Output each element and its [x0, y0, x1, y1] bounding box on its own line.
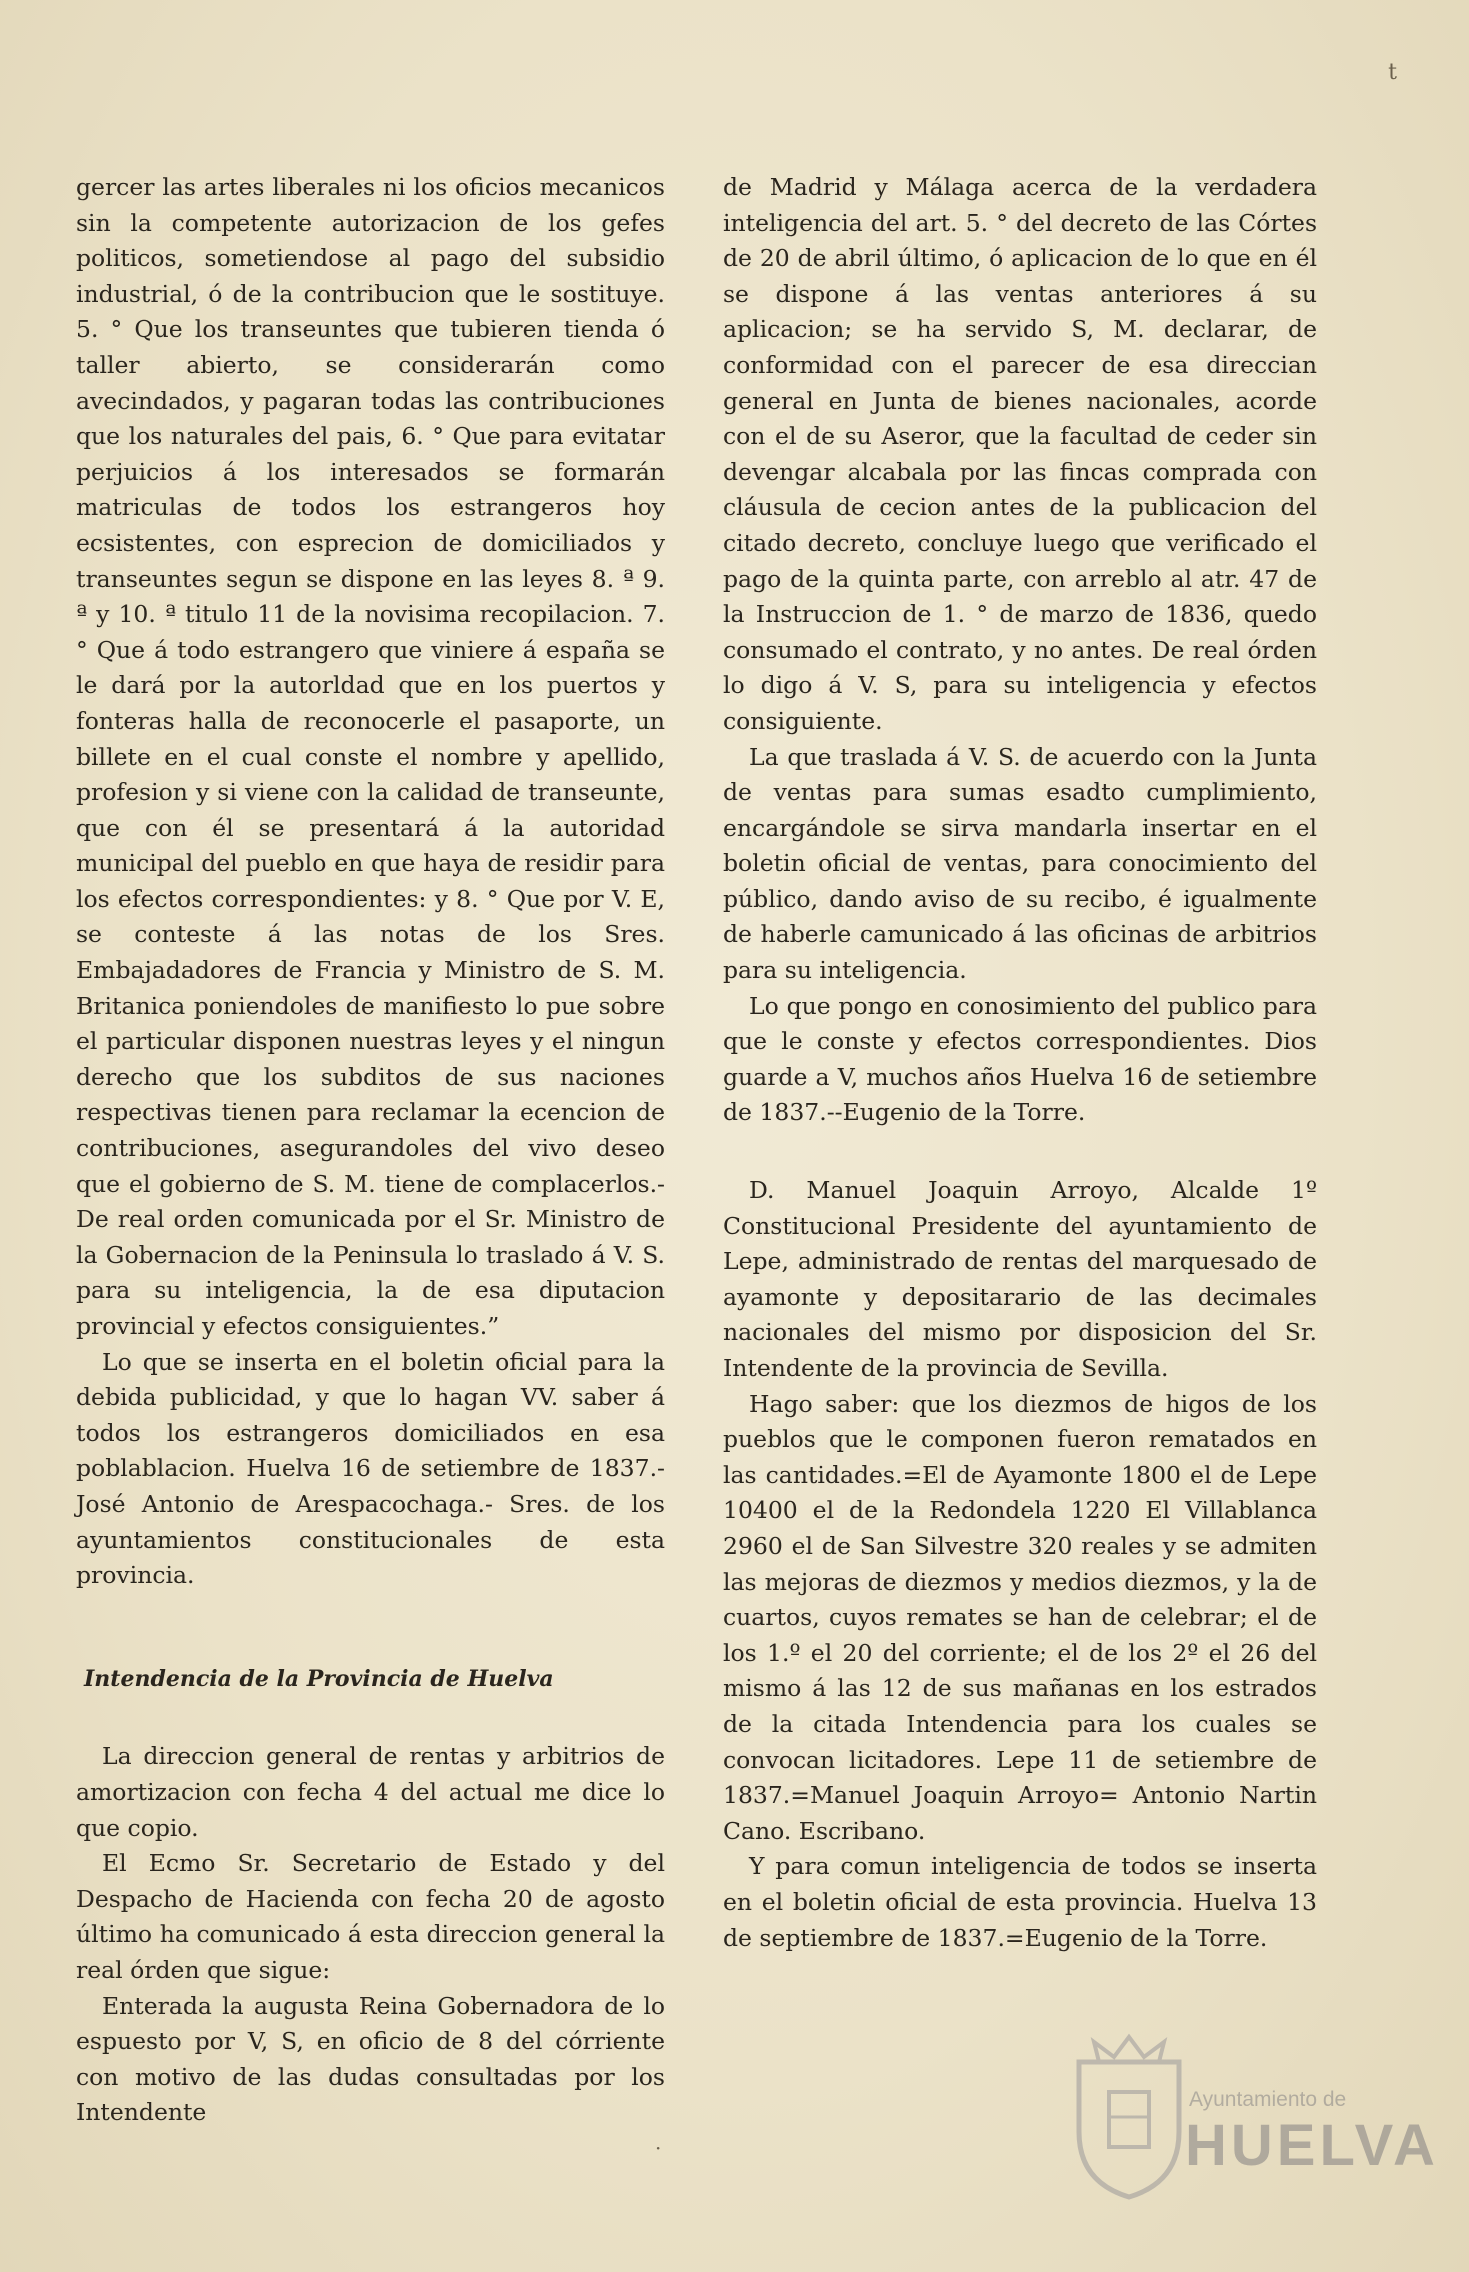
shield-icon [1059, 2032, 1199, 2202]
left-paragraph-enterada: Enterada la augusta Reina Gobernadora de lo espuesto por V, S, en oficio de 8 del córriente con motivo de las dudas consultadas por los Intendente [76, 1991, 665, 2127]
left-column [76, 170, 665, 2131]
spacer [723, 1131, 1317, 1173]
spacer [76, 1697, 665, 1739]
left-paragraph-notice: Lo que se inserta en el boletin oficial para la debida publicidad, y que lo hagan VV. saber á todos los estrangeros domiciliados en esa poblablacion. Huelva 16 de setiembre de 1837.- José Antonio de Arespacochaga.- Sres. de los ayuntamientos constitucionales de esta provincia. [76, 1347, 665, 1590]
left-paragraph-ecmo: El Ecmo Sr. Secretario de Estado y del Despacho de Hacienda con fecha 20 de agosto último ha comunicado á esta direccion general la real órden que sigue: [76, 1849, 665, 1984]
right-paragraph-arroyo-header: D. Manuel Joaquin Arroyo, Alcalde 1º Constitucional Presidente del ayuntamiento de Lepe, administrado de rentas del marquesado de ayamonte y depositarario de las decimales nacionales del mismo por disposicion del Sr. Intendente de la provincia de Sevilla. [723, 1176, 1317, 1382]
right-paragraph-continuation: de Madrid y Málaga acerca de la verdadera inteligencia del art. 5. ° del decreto de las Córtes de 20 de abril último, ó aplicacion de lo que en él se dispone á las ventas anteriores á su aplicacion; se ha servido S, M. declarar, de conformidad con el parecer de esa direccian general en Junta de bienes nacionales, acorde con el de su Aseror, que la facultad de ceder sin devengar alcabala por las fincas comprada con cláusula de cecion antes de la publicacion del citado decreto, concluye luego que verificado el pago de la quinta parte, con arreblo al atr. 47 de la Instruccion de 1. ° de marzo de 1836, quedo consumado el contrato, y no antes. De real órden lo digo á V. S, para su inteligencia y efectos consiguiente. [723, 173, 1317, 735]
footer-mark: · [655, 2136, 662, 2160]
ayuntamiento-watermark [1059, 2032, 1439, 2202]
section-title-intendencia: Intendencia de la Provincia de Huelva [84, 1665, 554, 1692]
right-paragraph-conosimiento: Lo que pongo en conosimiento del publico para que le conste y efectos correspondientes. Dios guarde a V, muchos años Huelva 16 de setiembre de 1837.--Eugenio de la Torre. [723, 991, 1317, 1127]
right-paragraph-comun-inteligencia: Y para comun inteligencia de todos se inserta en el boletin oficial de esta provincia. Huelva 13 de septiembre de 1837.=Eugenio de la Torre. [723, 1852, 1317, 1952]
left-paragraph-continuation: gercer las artes liberales ni los oficios mecanicos sin la competente autorizacion de los gefes politicos, sometiendose al pago del subsidio industrial, ó de la contribucion que le sostituye. 5. ° Que los transeuntes que tubieren tienda ó taller abierto, se considerarán como avecindados, y pagaran todas las contribuciones que los naturales del pais, 6. ° Que para evitatar perjuicios á los interesados se formarán matriculas de todos los estrangeros hoy ecsistentes, con esprecion de domiciliados y transeuntes segun se dispone en las leyes 8. ª 9. ª y 10. ª titulo 11 de la novisima recopilacion. 7. ° Que á todo estrangero que viniere á españa se le dará por la autorldad que en los puertos y fonteras halla de reconocerle el pasaporte, un billete en el cual conste el nombre y apellido, profesion y si viene con la calidad de transeunte, que con él se presentará á la autoridad municipal del pueblo en que haya de residir para los efectos correspondientes: y 8. ° Que por V. E, se conteste á las notas de los Sres. Embajadadores de Francia y Ministro de S. M. Britanica poniendoles de manifiesto lo pue sobre el particular disponen nuestras leyes y el ningun derecho que los subditos de sus naciones respectivas tienen para reclamar la ecencion de contribuciones, asegurandoles del vivo deseo que el gobierno de S. M. tiene de complacerlos.- De real orden comunicada por el Sr. Ministro de la Gobernacion de la Peninsula lo traslado á V. S. para su inteligencia, la de esa diputacion provincial y efectos consiguientes.” [76, 173, 665, 1340]
watermark-line1: Ayuntamiento de [1189, 2088, 1347, 2111]
right-paragraph-traslada: La que traslada á V. S. de acuerdo con la Junta de ventas para sumas esadto cumplimiento, encargándole se sirva mandarla insertar en el boletin oficial de ventas, para conocimiento del público, dando aviso de su recibo, é igualmente de haberle camunicado á las oficinas de arbitrios para su inteligencia. [723, 742, 1317, 985]
watermark-line2: HUELVA [1185, 2113, 1439, 2178]
right-paragraph-hago-saber: Hago saber: que los diezmos de higos de los pueblos que le componen fueron rematados en las cantidades.=El de Ayamonte 1800 el de Lepe 10400 el de la Redondela 1220 El Villablanca 2960 el de San Silvestre 320 reales y se admiten las mejoras de diezmos y medios diezmos, y la de cuartos, cuyos remates se han de celebrar; el de los 1.º el 20 del corriente; el de los 2º el 26 del mismo á las 12 de sus mañanas en los estrados de la citada Intendencia para los cuales se convocan licitadores. Lepe 11 de setiembre de 1837.=Manuel Joaquin Arroyo= Antonio Nartin Cano. Escribano. [723, 1389, 1317, 1845]
page-mark: t [1388, 60, 1397, 85]
left-paragraph-direccion: La direccion general de rentas y arbitrios de amortizacion con fecha 4 del actual me dice lo que copio. [76, 1742, 665, 1842]
right-column [723, 170, 1317, 1956]
